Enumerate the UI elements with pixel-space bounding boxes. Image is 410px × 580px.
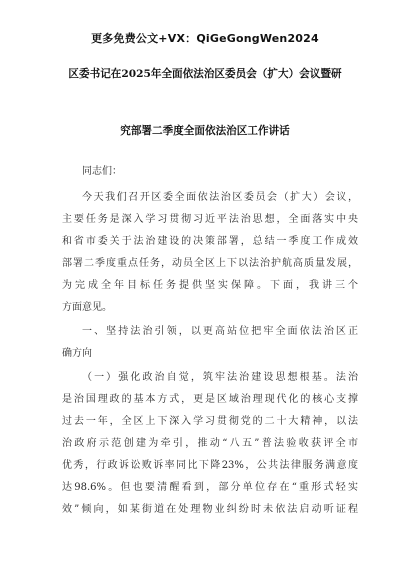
- section-heading-line: 确方向: [62, 348, 92, 359]
- paragraph-line: 和省市委关于法治建设的决策部署，总结一季度工作成效: [62, 236, 358, 247]
- paragraph-line: 主要任务是深入学习贯彻习近平法治思想，全面落实中央: [62, 214, 358, 225]
- paragraph-line: 效”倾向，如某街道在处理物业纠纷时未依法启动听证程: [62, 504, 358, 515]
- paragraph-line: 为完成全年目标任务提供坚实保障。下面，我讲三个: [62, 280, 358, 291]
- paragraph-line: 部署二季度重点任务，动员全区上下以法治护航高质量发展，: [62, 258, 358, 269]
- paragraph-line: 是治国理政的基本方式，更是区域治理现代化的核心支撑: [62, 394, 358, 405]
- paragraph-line: 过去一年，全区上下深入学习贯彻党的二十大精神，以法: [62, 416, 358, 427]
- salutation: 同志们：: [82, 166, 122, 177]
- promo-banner: 更多免费公文+VX：QiGeGongWen2024: [91, 32, 319, 45]
- paragraph-line: 优秀，行政诉讼败诉率同比下降23%，公共法律服务满意度: [62, 460, 358, 471]
- paragraph-line: 方面意见。: [62, 302, 112, 313]
- section-heading-line: 一、坚持法治引领，以更高站位把牢全面依法治区正: [82, 326, 358, 337]
- document-title-line-2: 究部署二季度全面依法治区工作讲话: [120, 125, 290, 137]
- document-title-line-1: 区委书记在2025年全面依法治区委员会（扩大）会议暨研: [68, 68, 342, 80]
- paragraph-line: 治政府示范创建为牵引，推动“八五”普法验收获评全市: [62, 438, 358, 449]
- paragraph-line: （一）强化政治自觉，筑牢法治建设思想根基。法治: [82, 372, 358, 383]
- paragraph-line: 今天我们召开区委全面依法治区委员会（扩大）会议，: [82, 192, 358, 203]
- paragraph-line: 达98.6%。但也要清醒看到，部分单位存在“重形式轻实: [62, 482, 358, 493]
